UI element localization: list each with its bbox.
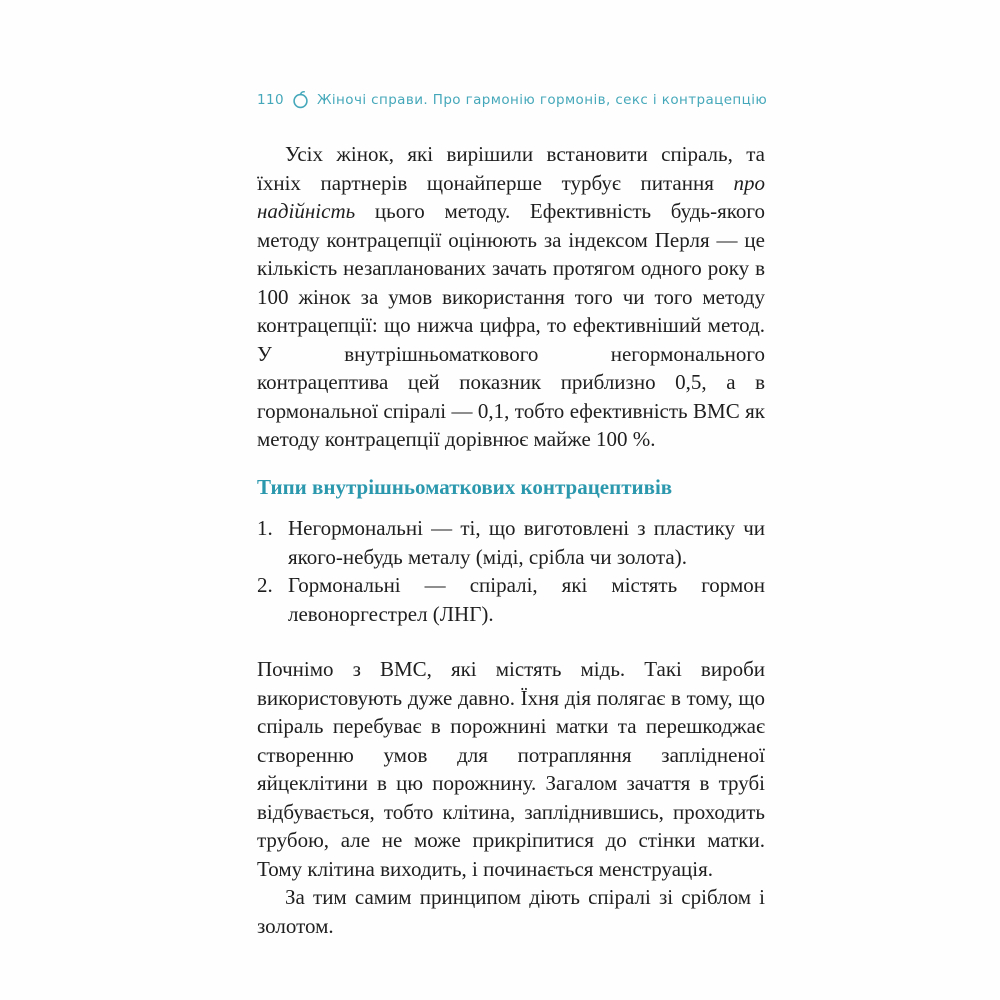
list-item: [257, 571, 765, 628]
copper-iud-paragraph: Почнімо з ВМС, які містять мідь. Такі вироби використовують дуже давно. Їхня дія полягає в тому, що спіраль перебуває в порожнині матки та перешкоджає створенню умов для потрапляння заплідненої яйцеклітини в цю порожнину. Загалом зачаття в трубі відбувається, тобто клітина, запліднившись, проходить трубою, але не може прикріпитися до стінки матки. Тому клітина виходить, і починається менструація.: [257, 657, 765, 881]
apple-icon: [292, 90, 309, 109]
page-body-text: [257, 140, 765, 940]
list-item-text: Негормональні — ті, що виготовлені з пластику чи якого-небудь металу (міді, срібла чи золота).: [288, 516, 765, 569]
intro-text-before-italic: Усіх жінок, які вирішили встановити спіраль, та їхніх партнерів щонайперше турбує питання: [257, 142, 765, 195]
section-heading: Типи внутрішньоматкових контрацептивів: [257, 474, 673, 499]
intro-text-after-italic: цього методу. Ефективність будь-якого методу контрацепції оцінюють за індексом Перля — це кількість незапланованих зачать протягом одного року в 100 жінок за умов використання того чи того методу контрацепції: що нижча цифра, то ефективніший метод. У внутрішньоматкового негормонального контрацептива цей показник приблизно 0,5, а в гормональної спіралі — 0,1, тобто ефективність ВМС як методу контрацепції дорівнює майже 100 %.: [257, 199, 765, 451]
silver-gold-paragraph: За тим самим принципом діють спіралі зі сріблом і золотом.: [257, 885, 765, 938]
running-head-title: Жіночі справи. Про гармонію гормонів, секс і контрацепцію: [316, 91, 768, 108]
intro-italic-phrase: про надійність: [257, 170, 765, 223]
list-item-number: 1.: [257, 516, 273, 540]
page-number: 110: [257, 91, 284, 108]
list-item-text: Гормональні — спіралі, які містять гормон левоноргестрел (ЛНГ).: [288, 573, 765, 626]
iud-types-list: [257, 514, 765, 628]
intro-paragraph: [257, 140, 765, 454]
list-item-number: 2.: [257, 573, 273, 597]
text-column: [257, 90, 768, 940]
running-head: [257, 90, 768, 109]
list-item: [257, 514, 765, 571]
